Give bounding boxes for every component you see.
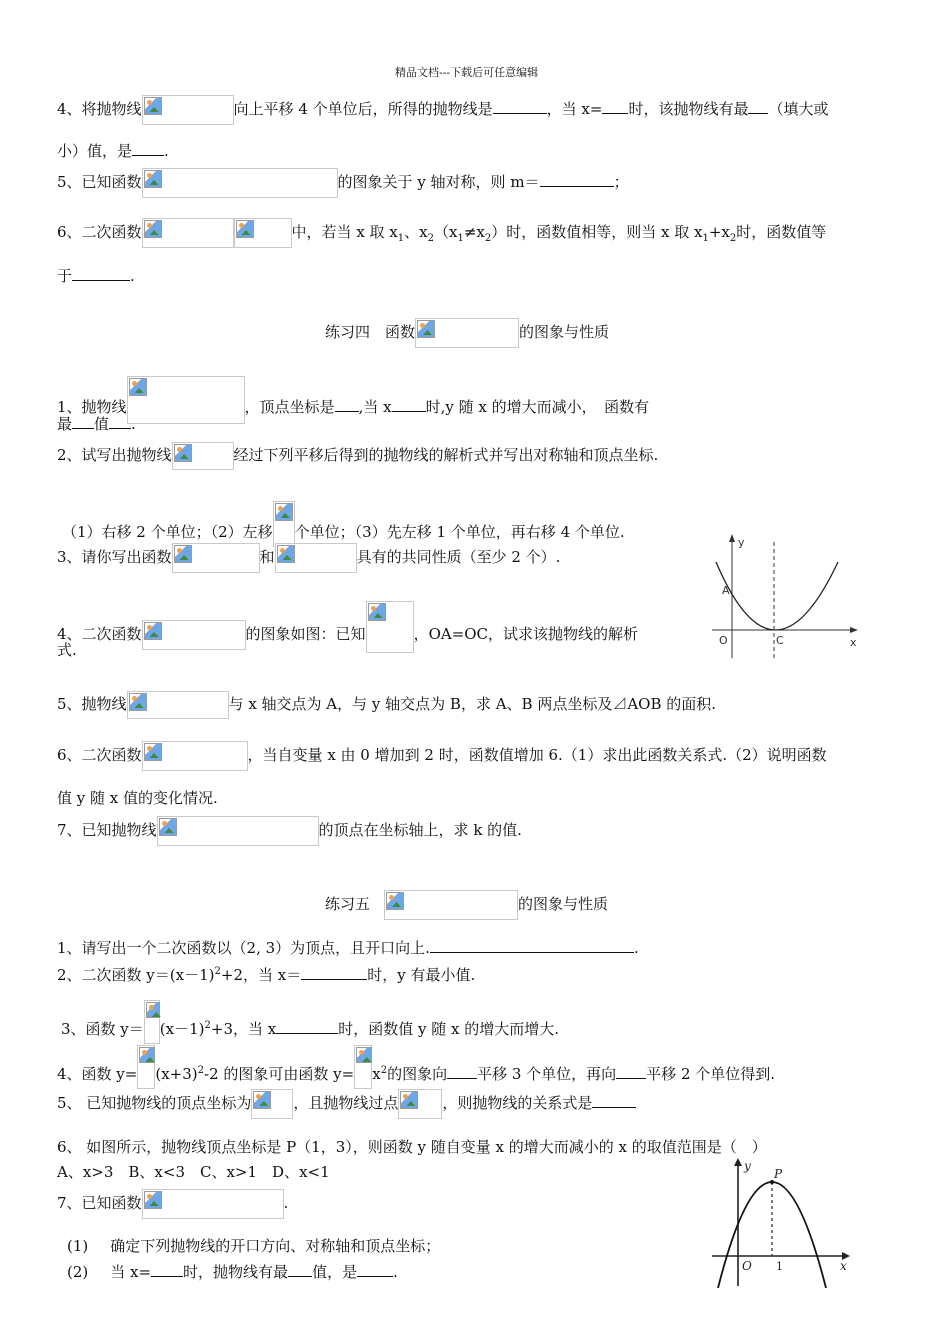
- tick-label-1: 1: [776, 1260, 783, 1273]
- question-3-4: 4、将抛物线 向上平移 4 个单位后，所得的抛物线是 ，当 x= 时，该抛物线有最 （填大或: [57, 95, 828, 125]
- question-3-4-cont: 小）值，是 .: [57, 142, 169, 160]
- section-4-title: 练习四 函数 的图象与性质: [325, 318, 609, 348]
- question-3-5: 5、已知函数 的图象关于 y 轴对称，则 m＝ ；: [57, 168, 629, 198]
- answer-blank[interactable]: [392, 397, 426, 412]
- answer-blank[interactable]: [430, 938, 634, 953]
- question-5-7: 7、已知函数 .: [57, 1189, 288, 1219]
- question-3-6: 6、二次函数 中，若当 x 取 $x_1$、$x_2(x_1\ne x_2)$时，函数值相等，则当 x 取 $x_1+x_2$时，函数值等: [57, 218, 826, 249]
- broken-image-icon: [144, 622, 162, 640]
- question-5-5: 5、 已知抛物线的顶点坐标为 ，且抛物线过点 ，则抛物线的关系式是: [57, 1089, 636, 1119]
- y-axis-arrow: [729, 534, 735, 542]
- formula-image: [273, 501, 295, 547]
- broken-image-icon: [277, 545, 295, 563]
- question-5-3: 3、函数 y＝ $(x-1)^2+3$，当 x 时，函数值 y 随 x 的增大而增大.: [61, 1000, 559, 1044]
- parabola-graph-q4: [706, 532, 866, 662]
- broken-image-icon: [144, 97, 162, 115]
- question-5-6: 6、 如图所示，抛物线顶点坐标是 P（1，3），则函数 y 随自变量 x 的增大而减小的 x 的取值范围是（ ）: [57, 1138, 767, 1156]
- answer-blank[interactable]: [132, 141, 164, 156]
- y-axis-label: y: [738, 536, 745, 549]
- question-4-1-cont: 最 值 .: [57, 415, 136, 433]
- question-5-7-part1: (1) 确定下列抛物线的开口方向、对称轴和顶点坐标；: [67, 1237, 441, 1255]
- answer-blank[interactable]: [288, 1262, 312, 1277]
- formula-image: [142, 95, 234, 125]
- formula-image: [157, 816, 319, 846]
- formula-image: [142, 218, 234, 248]
- answer-blank[interactable]: [447, 1064, 477, 1079]
- answer-blank[interactable]: [616, 1064, 646, 1079]
- broken-image-icon: [236, 220, 254, 238]
- parabola-curve: [718, 1182, 826, 1288]
- question-4-2: 2、试写出抛物线 经过下列平移后得到的抛物线的解析式并写出对称轴和顶点坐标.: [57, 442, 658, 470]
- formula-image: [137, 1045, 155, 1089]
- formula-image: [354, 1045, 372, 1089]
- formula-image: [142, 168, 338, 198]
- answer-blank[interactable]: [592, 1093, 636, 1108]
- question-4-1: 1、抛物线 ，顶点坐标是 ,当 x 时,y 随 x 的增大而减小， 函数有: [57, 376, 649, 424]
- broken-image-icon: [144, 220, 162, 238]
- formula-image: [144, 1000, 160, 1044]
- answer-blank[interactable]: [748, 99, 768, 114]
- broken-image-icon: [144, 743, 162, 761]
- question-4-6: 6、二次函数 ，当自变量 x 由 0 增加到 2 时，函数值增加 6.（1）求出此函数关系式.（2）说明函数: [57, 741, 827, 771]
- question-4-4: 4、二次函数 的图象如图：已知 ，OA=OC，试求该抛物线的解析: [57, 601, 638, 653]
- broken-image-icon: [253, 1091, 271, 1109]
- broken-image-icon: [174, 444, 192, 462]
- x-axis-label: x: [840, 1259, 847, 1273]
- question-5-1: 1、请写出一个二次函数以（2, 3）为顶点，且开口向上. .: [57, 939, 639, 957]
- formula-image: [127, 376, 245, 424]
- point-a-label: A: [722, 584, 730, 597]
- page-header: 精品文档---下载后可任意编辑: [395, 66, 539, 79]
- y-axis-label: y: [744, 1159, 751, 1173]
- formula-image: [172, 442, 234, 470]
- answer-blank[interactable]: [276, 1019, 338, 1034]
- question-4-4-cont: 式.: [57, 641, 77, 659]
- broken-image-icon: [129, 378, 147, 396]
- broken-image-icon: [275, 503, 293, 521]
- answer-blank[interactable]: [335, 397, 359, 412]
- answer-blank[interactable]: [72, 266, 130, 281]
- formula-image: [398, 1089, 442, 1119]
- formula-image: [142, 1189, 284, 1219]
- broken-image-icon: [417, 320, 435, 338]
- section-5-title: 练习五 的图象与性质: [325, 890, 608, 920]
- formula-image: [366, 601, 414, 653]
- y-axis-arrow: [734, 1158, 742, 1166]
- origin-label: O: [719, 634, 728, 647]
- formula-image: [172, 543, 260, 573]
- formula-image: [384, 890, 518, 920]
- answer-blank[interactable]: [493, 99, 547, 114]
- answer-blank[interactable]: [109, 414, 131, 429]
- broken-image-icon: [386, 892, 404, 910]
- formula-image: [251, 1089, 293, 1119]
- parabola-curve: [716, 562, 838, 630]
- question-5-6-options: A、x>3 B、x<3 C、x>1 D、x<1: [57, 1163, 330, 1181]
- vertex-p-label: P: [774, 1167, 783, 1181]
- broken-image-icon: [139, 1047, 155, 1063]
- question-5-2: 2、二次函数 $y=(x-1)^2+2$，当 x＝ 时，y 有最小值.: [57, 966, 476, 984]
- x-axis-label: x: [850, 636, 857, 649]
- broken-image-icon: [356, 1047, 372, 1063]
- broken-image-icon: [146, 1002, 160, 1018]
- question-4-5: 5、抛物线 与 x 轴交点为 A，与 y 轴交点为 B，求 A、B 两点坐标及⊿AOB 的面积.: [57, 691, 716, 719]
- broken-image-icon: [144, 1191, 162, 1209]
- question-3-6-cont: 于 .: [57, 267, 135, 285]
- formula-image: [142, 741, 248, 771]
- broken-image-icon: [129, 693, 147, 711]
- broken-image-icon: [400, 1091, 418, 1109]
- formula-image: [415, 318, 519, 348]
- formula-image: [142, 620, 246, 650]
- question-4-2-subparts: （1）右移 2 个单位；（2）左移 个单位；（3）先左移 1 个单位，再右移 4 个单位.: [62, 501, 625, 547]
- broken-image-icon: [368, 603, 386, 621]
- formula-image: [275, 543, 357, 573]
- answer-blank[interactable]: [151, 1262, 183, 1277]
- broken-image-icon: [144, 170, 162, 188]
- answer-blank[interactable]: [540, 172, 614, 187]
- parabola-graph-q6: [708, 1156, 858, 1288]
- broken-image-icon: [174, 545, 192, 563]
- question-4-3: 3、请你写出函数 和 具有的共同性质（至少 2 个）.: [57, 543, 560, 573]
- origin-label: O: [742, 1259, 752, 1273]
- answer-blank[interactable]: [301, 965, 367, 980]
- question-4-7: 7、已知抛物线 的顶点在坐标轴上，求 k 的值.: [57, 816, 522, 846]
- answer-blank[interactable]: [72, 414, 94, 429]
- answer-blank[interactable]: [602, 99, 628, 114]
- question-4-6-cont: 值 y 随 x 值的变化情况.: [57, 789, 218, 807]
- formula-image: [234, 218, 292, 248]
- question-5-4: 4、函数 y= $(x+3)^2-2$ 的图象可由函数 y= $x^2$的图象向 平移 3 个单位，再向 平移 2 个单位得到.: [57, 1045, 775, 1089]
- broken-image-icon: [159, 818, 177, 836]
- formula-image: [127, 691, 229, 719]
- x-axis-arrow: [850, 627, 858, 633]
- answer-blank[interactable]: [357, 1262, 393, 1277]
- point-c-label: C: [776, 634, 784, 647]
- question-5-7-part2: (2) 当 x= 时，抛物线有最 值，是 .: [67, 1263, 398, 1281]
